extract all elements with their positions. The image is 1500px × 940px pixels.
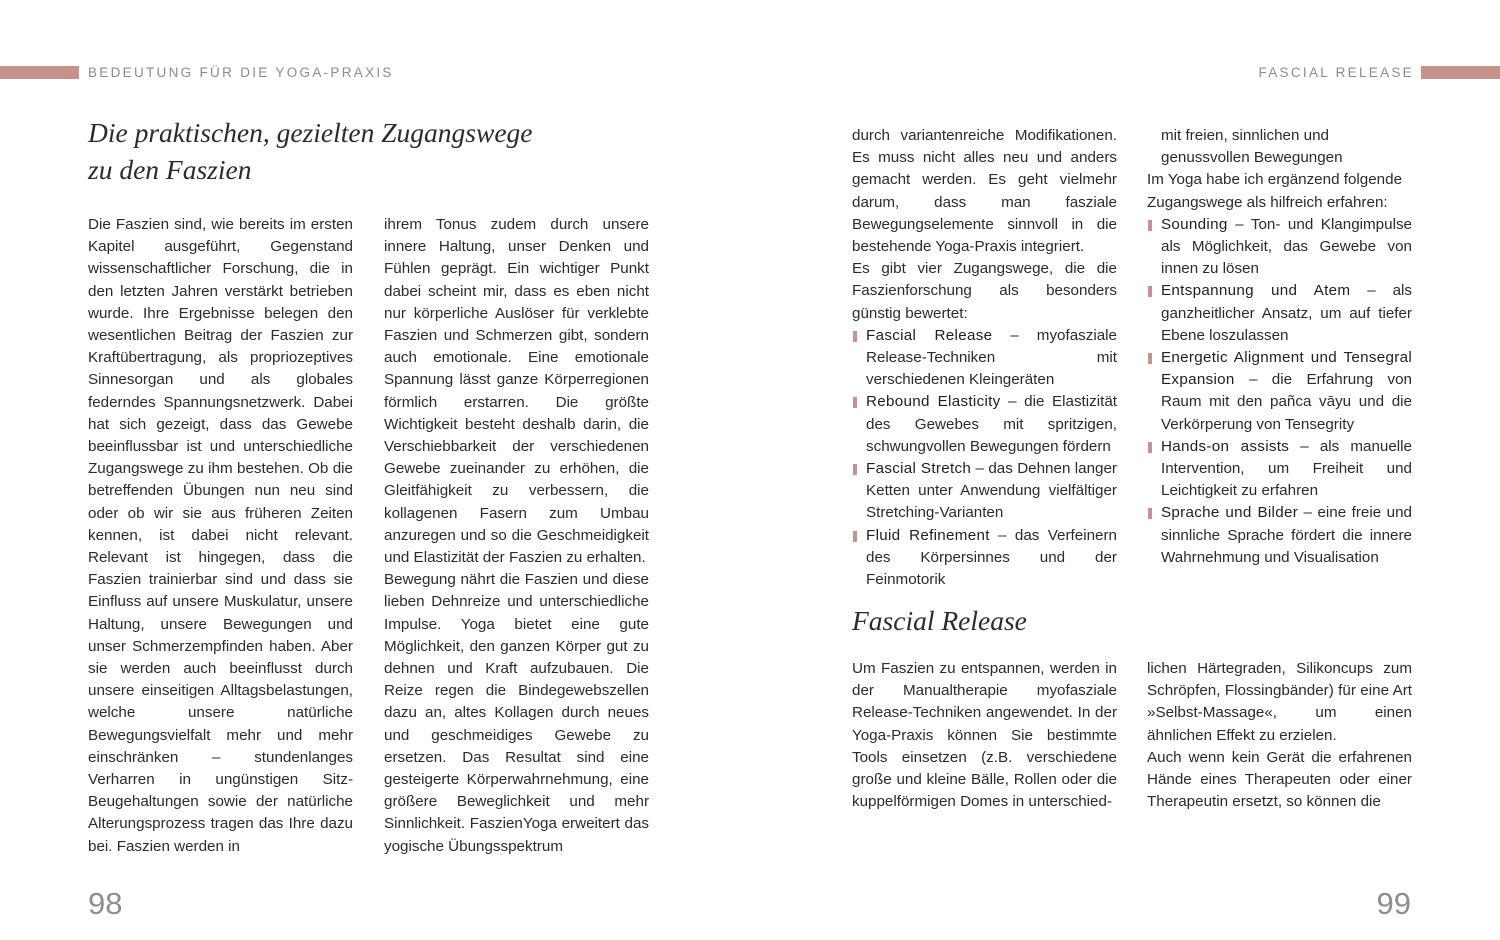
right-column-3: [852, 658, 1117, 813]
left-column-1: [88, 214, 353, 858]
list-item-term: Sprache und Bilder: [1161, 504, 1299, 522]
list-item-text: – Ton- und Klangimpulse als Möglichkeit, das Gewebe von innen zu lösen: [1161, 215, 1412, 278]
list-item-text: – das Dehnen langer Ketten unter Anwendung vielfältiger Stretching-Varianten: [866, 460, 1117, 522]
list-item-text: – die Erfahrung von Raum mit den pañca vāyu und die Verkörperung von Tensegrity: [1161, 371, 1412, 433]
list-item: [852, 391, 1117, 458]
fascia-access-list: [852, 325, 1117, 591]
body-paragraph: Im Yoga habe ich ergänzend folgende Zugangswege als hilfreich erfahren:: [1147, 171, 1403, 211]
list-item-term: Fascial Stretch: [866, 460, 972, 478]
list-item-text: – als manuelle Intervention, um Freiheit und Leichtigkeit zu erfahren: [1161, 437, 1412, 500]
right-running-head: FASCIAL RELEASE: [1258, 65, 1414, 80]
right-column-2: [1147, 125, 1412, 569]
section-heading: Fascial Release: [852, 605, 1027, 636]
left-accent-bar: [0, 66, 79, 79]
page-title-line2: zu den Faszien: [88, 154, 252, 185]
list-item: [1147, 502, 1412, 569]
page-number-right: 99: [1376, 886, 1411, 921]
right-accent-bar: [1421, 66, 1500, 79]
body-paragraph: Die Faszien sind, wie bereits im ersten Kapitel ausgeführt, Gegenstand wissenschaftlicher Forschung, die in den letzten Jahren verstärkt betrieben wurde. Ihre Ergebnisse belegen den wesentlichen Beitrag der Faszien zur Kraftübertragung, als propriozeptives Sinnesorgan und als globales federndes Spannungsnetzwerk. Dabei hat sich gezeigt, dass das Gewebe beeinflussbar ist und unterschiedliche Zugangswege zu ihm bestehen. Ob die betreffenden Übungen nun neu sind oder ob wir sie aus früheren Zeiten kennen, ist dabei nicht relevant. Relevant ist hingegen, dass die Faszien trainierbar sind und dass sie Einfluss auf unsere Muskulatur, unsere Haltung, unsere Bewegungen und unser Schmerzempfinden haben. Aber sie werden auch beeinflusst durch unsere einseitigen Alltagsbelastungen, welche unsere natürliche Bewegungsvielfalt mehr und mehr einschränken – stundenlanges Verharren in ungünstigen Sitz-Beugehaltungen sowie der natürliche Alterungsprozess tragen das Ihre dazu bei. Faszien werden in: [88, 216, 353, 855]
list-item: [1147, 347, 1412, 436]
list-item: [852, 525, 1117, 592]
list-item-term: Fluid Refinement: [866, 526, 990, 544]
list-item-text: – die Elastizität des Gewebes mit spritzigen, schwungvollen Bewegungen fördern: [866, 393, 1117, 455]
list-item-text: – das Verfeinern des Körpersinnes und der Feinmotorik: [866, 526, 1117, 589]
list-item-text: – myofasziale Release-Techniken mit verschiedenen Kleingeräten: [866, 326, 1117, 389]
right-column-4: [1147, 658, 1412, 813]
body-paragraph: Es gibt vier Zugangswege, die die Faszienforschung als besonders günstig bewertet:: [852, 260, 1117, 322]
list-item: [852, 458, 1117, 525]
list-item: [1147, 214, 1412, 281]
list-item-term: Sounding: [1161, 215, 1228, 233]
body-paragraph: Auch wenn kein Gerät die erfahrenen Hände eines Therapeuten oder einer Therapeutin ersetzt, so können die: [1147, 748, 1412, 811]
body-paragraph: durch variantenreiche Modifikationen. Es muss nicht alles neu und anders gemacht werden. Es geht vielmehr darum, dass man fasziale Bewegungselemente sinnvoll in die bestehende Yoga-Praxis integriert.: [852, 127, 1117, 256]
list-item-text: – eine freie und sinnliche Sprache fördert die innere Wahrnehmung und Visualisation: [1161, 504, 1412, 566]
left-running-head: BEDEUTUNG FÜR DIE YOGA-PRAXIS: [88, 65, 394, 80]
body-paragraph: Bewegung nährt die Faszien und diese lieben Dehnreize und unterschiedliche Impulse. Yoga bietet eine gute Möglichkeit, den ganzen Körper gut zu dehnen und Kraft aufzubauen. Die Reize regen die Bindegewebszellen dazu an, altes Kollagen durch neues und geschmeidiges Gewebe zu ersetzen. Das Resultat sind eine gesteigerte Körperwahrnehmung, eine größere Beweglichkeit und mehr Sinnlichkeit. FaszienYoga erweitert das yogische Übungsspektrum: [384, 571, 649, 855]
list-item-term: Fascial Release: [866, 326, 993, 344]
list-item: [1147, 436, 1412, 503]
list-item-term: Hands-on assists: [1161, 437, 1290, 455]
body-paragraph: Um Faszien zu entspannen, werden in der Manualtherapie myofasziale Release-Techniken angewendet. In der Yoga-Praxis können Sie bestimmte Tools einsetzen (z.B. verschiedene große und kleine Bälle, Rollen oder die kuppelförmigen Domes in unterschied-: [852, 660, 1117, 811]
body-paragraph: ihrem Tonus zudem durch unsere innere Haltung, unser Denken und Fühlen geprägt. Ein wichtiger Punkt dabei scheint mir, dass es eben nicht nur körperliche Auslöser für verklebte Faszien und Schmerzen gibt, sondern auch emotionale. Eine emotionale Spannung lässt ganze Körperregionen förmlich erstarren. Die größte Wichtigkeit besteht deshalb darin, die Verschiebbarkeit der verschiedenen Gewebe zueinander zu erhöhen, die Gleitfähigkeit zu verbessern, die kollagenen Fasern zum Umbau anzuregen und so die Geschmeidigkeit und Elastizität der Faszien zu erhalten.: [384, 216, 649, 567]
list-item-term: Rebound Elasticity: [866, 393, 1001, 411]
list-item-term: Entspannung und Atem: [1161, 282, 1351, 300]
page-title: [88, 114, 533, 188]
list-item: [1147, 280, 1412, 347]
list-item: [852, 325, 1117, 392]
left-column-2: [384, 214, 649, 858]
list-item-term: Energetic Alignment und Tensegral Expansion: [1161, 349, 1412, 389]
page-number-left: 98: [88, 886, 123, 921]
body-paragraph: lichen Härtegraden, Silikoncups zum Schröpfen, Flossingbänder) für eine Art »Selbst-Massage«, um einen ähnlichen Effekt zu erzielen.: [1147, 660, 1412, 744]
right-column-1: [852, 125, 1117, 591]
yoga-access-list: [1147, 214, 1412, 569]
body-paragraph: mit freien, sinnlichen und genussvollen Bewegungen: [1161, 127, 1343, 167]
list-item-text: – als ganzheitlicher Ansatz, um auf tiefer Ebene loszulassen: [1161, 282, 1412, 344]
page-title-line1: Die praktischen, gezielten Zugangswege: [88, 117, 533, 148]
